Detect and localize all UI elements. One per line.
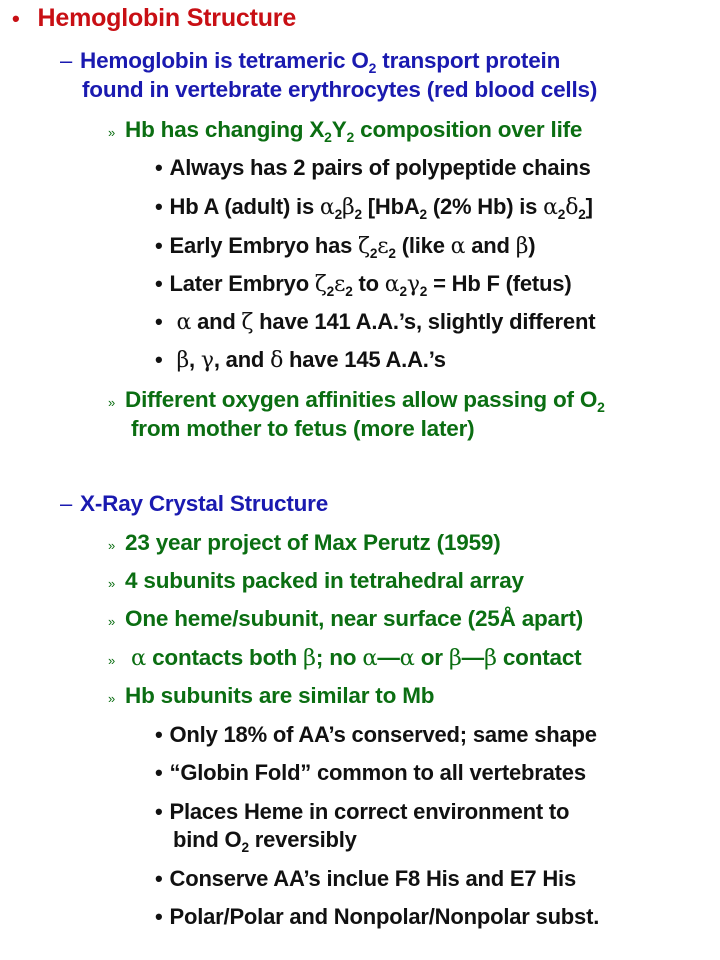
chevron-bullet-icon: »	[108, 125, 116, 140]
list-item	[155, 194, 593, 220]
chevron-bullet-icon: »	[108, 653, 116, 668]
list-item	[155, 271, 571, 297]
chevron-bullet-icon: »	[108, 691, 116, 706]
bullet-icon: •	[155, 309, 163, 334]
subscript: 2	[597, 398, 605, 415]
text: Polar/Polar and Nonpolar/Nonpolar subst.	[169, 904, 600, 929]
subscript: 2	[388, 245, 396, 261]
subscript: 2	[345, 283, 353, 299]
text: 4 subunits packed in tetrahedral array	[125, 568, 524, 593]
text: ; no	[315, 645, 363, 670]
text: Hb subunits are similar to Mb	[125, 683, 435, 708]
greek-letter: ε	[377, 234, 389, 259]
text: Y	[331, 117, 347, 142]
text: )	[528, 233, 536, 258]
text: Later Embryo	[169, 271, 315, 296]
bullet-icon: •	[155, 194, 163, 219]
greek-letter: α	[399, 645, 415, 671]
text: (2% Hb) is	[426, 194, 544, 219]
list-item	[155, 760, 586, 786]
greek-letter: ζ	[314, 272, 327, 297]
greek-letter: α	[384, 272, 400, 297]
list-item	[155, 155, 591, 181]
section1-text-b: transport protein	[376, 48, 561, 73]
text: and	[465, 233, 516, 258]
list-item	[108, 530, 501, 556]
text: from mother to fetus (more later)	[131, 416, 475, 441]
text: One heme/subunit, near surface (25Å apart)	[125, 606, 584, 631]
text: Places Heme in correct environment to	[169, 799, 570, 824]
list-item	[155, 799, 569, 825]
list-item	[155, 309, 595, 335]
subscript: 2	[241, 839, 249, 855]
text: [HbA	[361, 194, 420, 219]
greek-letter: ζ	[358, 234, 370, 259]
dash-icon: –	[60, 491, 73, 516]
list-item	[155, 347, 446, 373]
subscript: 2	[334, 206, 342, 222]
text: (like	[395, 233, 451, 258]
list-item	[155, 904, 599, 930]
bullet-icon: •	[155, 347, 163, 372]
greek-letter: α	[176, 310, 192, 335]
subscript: 2	[578, 206, 586, 222]
text: Conserve AA’s inclue F8 His and E7 His	[169, 866, 576, 891]
bullet-icon: •	[155, 233, 163, 258]
greek-letter: β	[176, 348, 190, 373]
bullet-icon: •	[12, 6, 20, 31]
text: —	[461, 645, 484, 670]
section1-text-c: found in vertebrate erythrocytes (red blood cells)	[82, 77, 598, 102]
chevron-bullet-icon: »	[108, 395, 116, 410]
list-item-continuation	[173, 827, 357, 853]
subscript: 2	[326, 283, 334, 299]
bullet-icon: •	[155, 722, 163, 747]
section2-heading-line	[60, 491, 328, 517]
text: have 145 A.A.’s	[283, 347, 446, 372]
text: “Globin Fold” common to all vertebrates	[169, 760, 586, 785]
greek-letter: ε	[333, 272, 346, 297]
section2-heading: X-Ray Crystal Structure	[80, 491, 329, 516]
list-item	[108, 683, 434, 709]
text: contacts both	[146, 645, 304, 670]
section1-line2	[82, 77, 597, 103]
bullet-icon: •	[155, 799, 163, 824]
text: or	[414, 645, 449, 670]
subscript: 2	[557, 206, 566, 222]
text: Hb A (adult) is	[169, 194, 320, 219]
text: Different oxygen affinities allow passing of O	[125, 387, 598, 412]
greek-letter: γ	[200, 348, 214, 373]
title-line	[12, 4, 296, 33]
text: Early Embryo has	[169, 233, 359, 258]
text: contact	[496, 645, 582, 670]
list-item	[108, 568, 524, 594]
chevron-bullet-icon: »	[108, 614, 116, 629]
text: reversibly	[248, 827, 357, 852]
subscript: 2	[346, 128, 355, 145]
text: , and	[213, 347, 271, 372]
bullet-icon: •	[155, 904, 163, 929]
subscript: 2	[368, 59, 377, 76]
text: Always has 2 pairs of polypeptide chains	[169, 155, 591, 180]
bullet-icon: •	[155, 760, 163, 785]
text: Hb has changing X	[125, 117, 325, 142]
greek-letter: β	[341, 195, 355, 220]
greek-letter: β	[303, 645, 316, 671]
text: 23 year project of Max Perutz (1959)	[125, 530, 501, 555]
text: Only 18% of AA’s conserved; same shape	[169, 722, 597, 747]
list-item	[108, 117, 582, 143]
greek-letter: α	[450, 234, 466, 259]
greek-letter: δ	[565, 195, 579, 220]
subscript: 2	[354, 206, 362, 222]
greek-letter: α	[319, 195, 335, 220]
greek-letter: α	[131, 645, 147, 671]
text: and	[191, 309, 242, 334]
text: composition over life	[354, 117, 583, 142]
subscript: 2	[419, 206, 427, 222]
bullet-icon: •	[155, 866, 163, 891]
text: ,	[189, 347, 201, 372]
greek-letter: α	[362, 645, 378, 671]
greek-letter: β	[515, 234, 529, 259]
greek-letter: α	[543, 195, 558, 220]
dash-icon: –	[60, 48, 73, 73]
greek-letter: δ	[270, 348, 284, 373]
list-item	[155, 233, 535, 259]
list-item	[108, 645, 581, 671]
subscript: 2	[369, 245, 378, 261]
bullet-icon: •	[155, 271, 163, 296]
chevron-bullet-icon: »	[108, 538, 116, 553]
chevron-bullet-icon: »	[108, 576, 116, 591]
text: bind O	[173, 827, 242, 852]
text: to	[352, 271, 385, 296]
list-item-continuation	[131, 416, 474, 442]
greek-letter: β	[448, 645, 462, 671]
greek-letter: β	[483, 645, 497, 671]
subscript: 2	[324, 128, 332, 145]
list-item	[108, 606, 583, 632]
slide-title: Hemoglobin Structure	[37, 4, 297, 32]
list-item	[155, 866, 576, 892]
text: have 141 A.A.’s, slightly different	[253, 309, 596, 334]
text: ]	[585, 194, 593, 219]
list-item	[108, 387, 605, 413]
bullet-icon: •	[155, 155, 163, 180]
text: = Hb F (fetus)	[427, 271, 572, 296]
subscript: 2	[399, 283, 407, 299]
section1-text-a: Hemoglobin is tetrameric O	[80, 48, 369, 73]
greek-letter: γ	[406, 272, 420, 297]
section1-line1	[60, 48, 560, 74]
subscript: 2	[419, 283, 428, 299]
text: —	[377, 645, 400, 670]
greek-letter: ζ	[241, 310, 254, 335]
list-item	[155, 722, 597, 748]
